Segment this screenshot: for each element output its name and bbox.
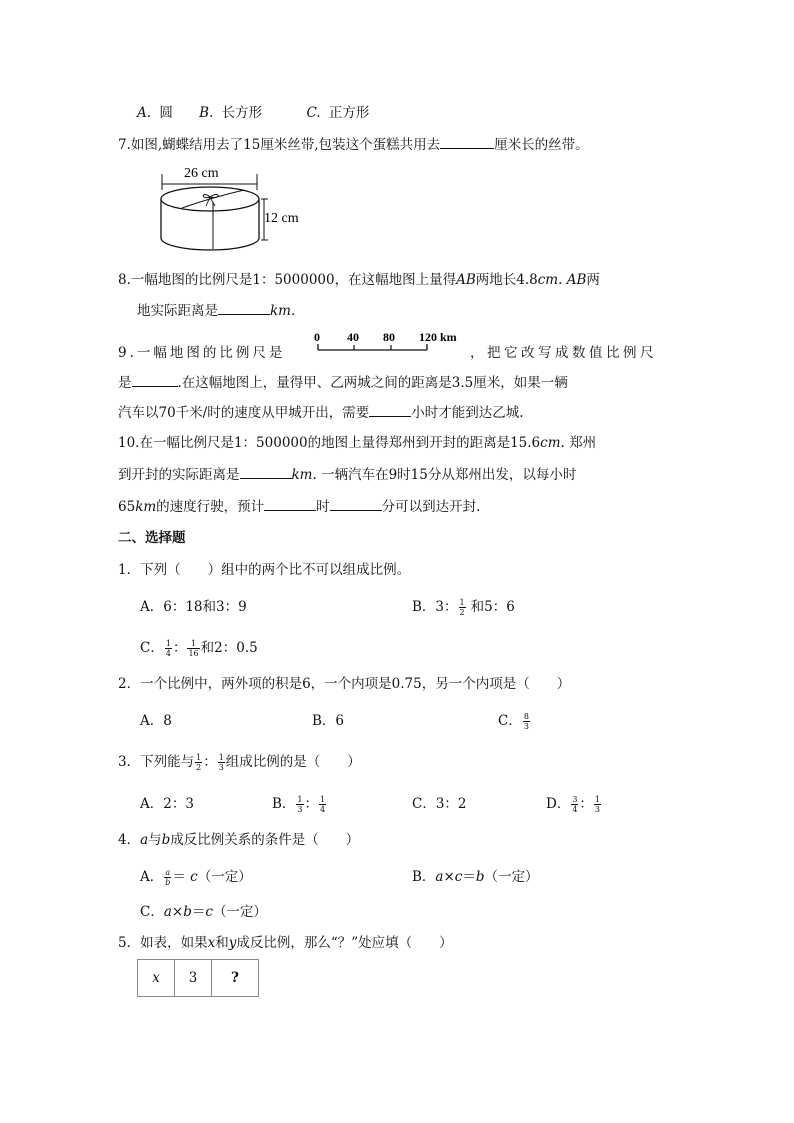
q7-text-after: 厘米长的丝带。 (494, 137, 589, 153)
c1-b-num: 1 (459, 598, 465, 607)
q8-text-d: 两 (586, 272, 600, 288)
c4-var-b: b (161, 832, 171, 848)
c2-c-pre: C． (498, 713, 522, 729)
q7-answer-blank[interactable] (440, 134, 494, 149)
q10-text-h: 分可以到达开封. (381, 499, 481, 515)
q10-answer-blank-3[interactable] (330, 496, 382, 511)
c1-c-d2: 16 (188, 649, 199, 658)
c1-c-fraction-2 (187, 639, 199, 658)
q7-text-before: 如图,蝴蝶结用去了15厘米丝带,包装这个蛋糕共用去 (130, 137, 441, 153)
c3-d-pre: D． (546, 796, 571, 812)
c4-b-end: （一定） (484, 869, 539, 885)
c4-option-b[interactable] (412, 867, 539, 887)
c1-stem: 1．下列（ ）组中的两个比不可以组成比例。 (118, 562, 411, 578)
c3-option-a[interactable]: A．2：3 (140, 796, 194, 812)
c3-b-mid: ： (304, 796, 319, 812)
c4-a-den: b (165, 878, 171, 887)
q6-option-c-text: 正方形 (328, 105, 370, 121)
c3-stem-pre: 3．下列能与 (118, 754, 195, 770)
c1-c-fraction-1 (165, 639, 172, 658)
c4-stem (118, 830, 359, 850)
c4-a-num: a (165, 868, 171, 877)
c4-c-eq: ＝ (191, 904, 206, 920)
c4-b-c: c (454, 869, 463, 885)
cake-figure (150, 160, 320, 255)
section-title: 二、选择题 (118, 530, 186, 546)
c1-option-c[interactable] (140, 638, 258, 658)
c3-b-d2: 4 (320, 805, 326, 814)
q10-line2 (118, 464, 576, 485)
q8-text-f: . (290, 303, 296, 319)
c5-var-y: y (228, 935, 237, 951)
c4-c-b: b (183, 904, 192, 920)
c3-option-b[interactable] (272, 794, 327, 814)
q7-number: 7. (118, 137, 131, 153)
c4-c-times: × (171, 904, 184, 920)
c3-stem-mid: ： (203, 754, 217, 770)
c4-a-end: （一定） (197, 869, 252, 885)
c3-option-c[interactable]: C．3：2 (412, 796, 467, 812)
c3-s-d1: 2 (196, 763, 202, 772)
c5-var-x: x (207, 935, 216, 951)
c5-stem (118, 933, 453, 953)
q10-unit-km-2: km (135, 499, 157, 515)
c3-b-d1: 3 (297, 805, 303, 814)
c1-b-post: 和5：6 (470, 599, 515, 615)
c4-c-c: c (205, 904, 213, 920)
scale-label-120: 120 km (419, 330, 457, 344)
q8-line2 (137, 300, 295, 321)
c1-c-mid: ： (172, 640, 187, 656)
q7-stem (118, 134, 589, 155)
c4-stem-mid: 与 (148, 832, 162, 848)
q9-line1-rest (470, 343, 657, 363)
c4-b-a: a (435, 869, 444, 885)
c3-d-n1: 3 (572, 795, 578, 804)
c4-b-b: b (475, 869, 485, 885)
q10-text-b: . 郑州 (560, 435, 597, 451)
q10-answer-blank-2[interactable] (264, 496, 316, 511)
c5-stem-pre: 5．如表，如果 (118, 935, 208, 951)
c3-s-n2: 1 (218, 753, 224, 762)
q8-text-c: . (558, 272, 563, 288)
q8-text-a: 8.一幅地图的比例尺是1：5000000，在这幅地图上量得 (118, 272, 457, 288)
table-cell-x: x (138, 960, 175, 997)
q8-text-e: 地实际距离是 (137, 303, 218, 319)
c4-a-fraction (164, 868, 171, 887)
scale-label-80: 80 (383, 330, 395, 344)
q10-text-e: 65 (118, 499, 136, 515)
q10-answer-blank-1[interactable] (240, 464, 292, 479)
c3-d-fraction-2 (594, 795, 601, 814)
q10-line3 (118, 496, 480, 517)
c1-c-n2: 1 (187, 639, 199, 649)
q9-text-d: .在这幅地图上，量得甲、乙两城之间的距离是3.5厘米，如果一辆 (177, 375, 568, 391)
q8-text-b: 两地长4.8 (475, 272, 538, 288)
c4-option-a[interactable] (140, 867, 252, 887)
c4-stem-post: 成反比例关系的条件是（ ） (170, 832, 360, 848)
c1-b-pre: B．3： (412, 599, 458, 615)
c3-b-pre: B． (272, 796, 296, 812)
c5-stem-post: 成反比例，那么“？”处应填（ ） (236, 935, 453, 951)
q9-line2 (118, 372, 568, 393)
c4-b-pre: B． (412, 869, 436, 885)
c2-c-num: 8 (523, 712, 529, 721)
q9-answer-blank-1[interactable] (132, 372, 178, 387)
q10-unit-cm: cm (540, 435, 561, 451)
q10-text-a: 10.在一幅比例尺是1：500000的地图上量得郑州到开封的距离是15.6 (118, 435, 541, 451)
c1-c-n1: 1 (165, 639, 171, 648)
c4-var-a: a (140, 832, 149, 848)
c3-d-d2: 3 (594, 805, 601, 814)
c4-option-c[interactable] (140, 902, 267, 922)
c4-stem-pre: 4． (118, 832, 141, 848)
c3-stem (118, 752, 361, 772)
c4-c-a: a (163, 904, 172, 920)
c1-c-d1: 4 (165, 649, 171, 658)
c3-stem-fraction-2 (218, 753, 225, 772)
q9-text-a: 9.一幅地图的比例尺是 (118, 345, 286, 361)
q9-answer-blank-2[interactable] (369, 402, 411, 417)
q10-text-g: 时 (316, 499, 330, 515)
c3-d-d1: 4 (572, 805, 578, 814)
q9-text-f: 小时才能到达乙城. (411, 405, 524, 421)
table-cell-unknown: ? (212, 960, 259, 997)
q6-option-c-letter: C. (306, 105, 321, 121)
c3-d-n2: 1 (594, 795, 601, 804)
q10-line1 (118, 433, 596, 453)
c4-b-eq: ＝ (462, 869, 476, 885)
c2-c-fraction (523, 712, 530, 731)
c2-option-c[interactable] (498, 711, 531, 731)
q9-text-b: ，把它改写成数值比例尺 (470, 345, 657, 361)
q8-answer-blank[interactable] (218, 300, 270, 315)
bow-icon (203, 194, 218, 197)
c3-b-fraction-2 (319, 795, 326, 814)
c3-s-n1: 1 (196, 753, 202, 762)
q8-ab-var-2: AB (566, 272, 587, 288)
c2-option-b[interactable]: B．6 (312, 713, 345, 729)
c1-b-den: 2 (459, 608, 465, 617)
scale-bar (312, 329, 472, 355)
c1-option-a[interactable]: A．6：18和3：9 (140, 599, 247, 615)
cake-height-label: 12 cm (264, 211, 299, 226)
c3-d-mid: ： (579, 796, 593, 812)
c3-b-fraction-1 (296, 795, 303, 814)
c1-c-pre: C． (140, 640, 164, 656)
q8-unit-km: km (270, 303, 291, 319)
c1-c-post: 和2：0.5 (200, 640, 258, 656)
c3-stem-post: 组成比例的是（ ） (225, 754, 361, 770)
c4-b-times: × (443, 869, 455, 885)
c3-b-n2: 1 (320, 795, 326, 804)
c4-a-c: c (190, 869, 198, 885)
c3-d-fraction-1 (571, 795, 578, 814)
c2-option-a[interactable]: A．8 (140, 713, 172, 729)
table-cell-3: 3 (175, 960, 212, 997)
scale-label-0: 0 (314, 330, 320, 344)
q6-option-b-letter: B. (199, 105, 214, 121)
q6-options (137, 103, 369, 123)
c1-option-b[interactable] (412, 597, 515, 617)
q9-text-c: 是 (118, 375, 132, 391)
c4-a-post: ＝ (172, 869, 191, 885)
q8-ab-var: AB (456, 272, 476, 288)
c5-stem-mid: 和 (215, 935, 229, 951)
c3-s-d2: 3 (218, 763, 224, 772)
table-row (138, 960, 259, 997)
q6-option-a-text: 圆 (159, 105, 173, 121)
q10-text-d: . 一辆汽车在9时15分从郑州出发，以每小时 (312, 467, 577, 483)
c3-b-n1: 1 (297, 795, 303, 804)
q10-text-c: 到开封的实际距离是 (118, 467, 240, 483)
q6-option-b-text: 长方形 (221, 105, 263, 121)
q8-line1 (118, 270, 600, 290)
c3-stem-fraction-1 (195, 753, 202, 772)
q10-text-f: 的速度行驶，预计 (156, 499, 265, 515)
q9-line1 (118, 343, 285, 363)
q9-text-e: 汽车以70千米/时的速度从甲城开出，需要 (118, 405, 370, 421)
q9-line3 (118, 402, 524, 423)
cake-width-label: 26 cm (184, 166, 219, 181)
q8-unit-cm: cm (537, 272, 559, 288)
scale-label-40: 40 (347, 330, 359, 344)
c4-a-pre: A． (140, 869, 164, 885)
q10-unit-km: km (291, 467, 313, 483)
c5-table (137, 959, 259, 997)
c2-stem: 2．一个比例中，两外项的积是6，一个内项是0.75，另一个内项是（ ） (118, 676, 571, 692)
c1-b-fraction (459, 598, 466, 617)
c2-c-den: 3 (523, 722, 529, 731)
q6-option-a-letter: A. (137, 105, 152, 121)
c4-c-end: （一定） (212, 904, 267, 920)
c3-option-d[interactable] (546, 794, 602, 814)
c4-c-pre: C． (140, 904, 164, 920)
